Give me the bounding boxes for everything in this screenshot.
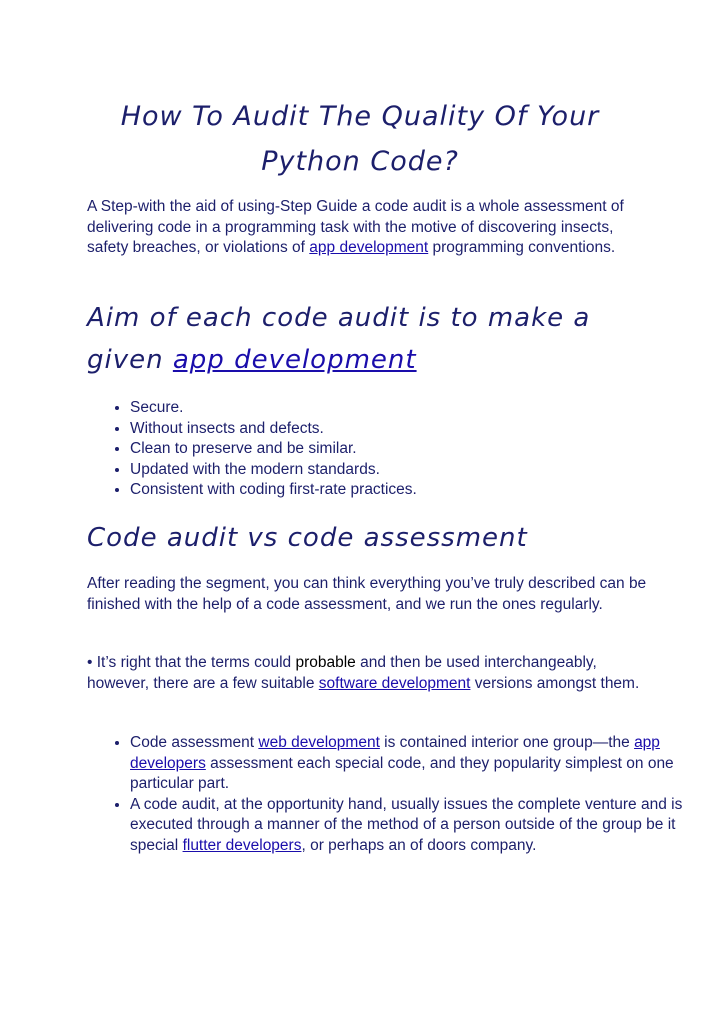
- section-1-heading-link[interactable]: app development: [172, 345, 417, 375]
- bullet1-tail: assessment each special code, and they popularity simplest on one particular part.: [130, 754, 674, 792]
- page-title: [60, 94, 660, 184]
- para2-prefix: • It’s right that the terms could: [87, 654, 296, 671]
- list-item: • Updated with the modern standards.: [130, 460, 690, 481]
- comparison-bullet-list: [87, 733, 690, 856]
- section-1-heading-prefix: given: [87, 345, 173, 375]
- app-developers-link[interactable]: app developers: [130, 734, 660, 772]
- bullet2-tail: , or perhaps an of doors company.: [301, 836, 537, 854]
- section-1-heading-line-1: Aim of each code audit is to make a: [87, 303, 591, 333]
- para2-mid: and then be used interchangeably, however, there are a few suitable: [87, 654, 597, 692]
- title-line-1: How To Audit The Quality Of Your: [120, 101, 600, 132]
- software-development-link[interactable]: software development: [318, 674, 471, 692]
- bullet1-prefix: Code assessment: [130, 734, 259, 751]
- section-2-paragraph-1: After reading the segment, you can think everything you’ve truly described can be finished with the help of a code assessment, and we run the ones regularly.: [87, 575, 647, 613]
- intro-tail: programming conventions.: [428, 239, 616, 256]
- intro-app-development-link[interactable]: app development: [309, 239, 429, 256]
- section-2-paragraph-2: [87, 653, 647, 694]
- intro-text: A Step-with the aid of using-Step Guide a code audit is a whole assessment of delivering code in a programming task with the motive of discovering insects, safety breaches, or violations of: [87, 198, 624, 256]
- para2-tail: versions amongst them.: [470, 674, 640, 692]
- section-1-heading: [87, 297, 687, 381]
- title-line-2: Python Code?: [261, 146, 459, 177]
- list-item: • Consistent with coding first-rate practices.: [130, 480, 690, 501]
- bullet1-mid: is contained interior one group—the: [379, 734, 635, 751]
- para2-probable: probable: [295, 654, 356, 671]
- bullet2-prefix: A code audit, at the opportunity hand, usually issues the complete venture and is executed through a manner of the method of a person outside of the group be it special: [130, 795, 683, 854]
- flutter-developers-link[interactable]: flutter developers: [182, 836, 302, 854]
- list-item: • Clean to preserve and be similar.: [130, 439, 690, 460]
- list-item: • Secure.: [130, 398, 690, 419]
- list-item: [130, 795, 690, 857]
- section-2-heading: Code audit vs code assessment: [87, 523, 528, 553]
- aim-bullet-list: [87, 398, 690, 501]
- list-item: [130, 733, 690, 795]
- list-item: • Without insects and defects.: [130, 419, 690, 440]
- intro-paragraph: [87, 197, 647, 259]
- web-development-link[interactable]: web development: [258, 734, 380, 751]
